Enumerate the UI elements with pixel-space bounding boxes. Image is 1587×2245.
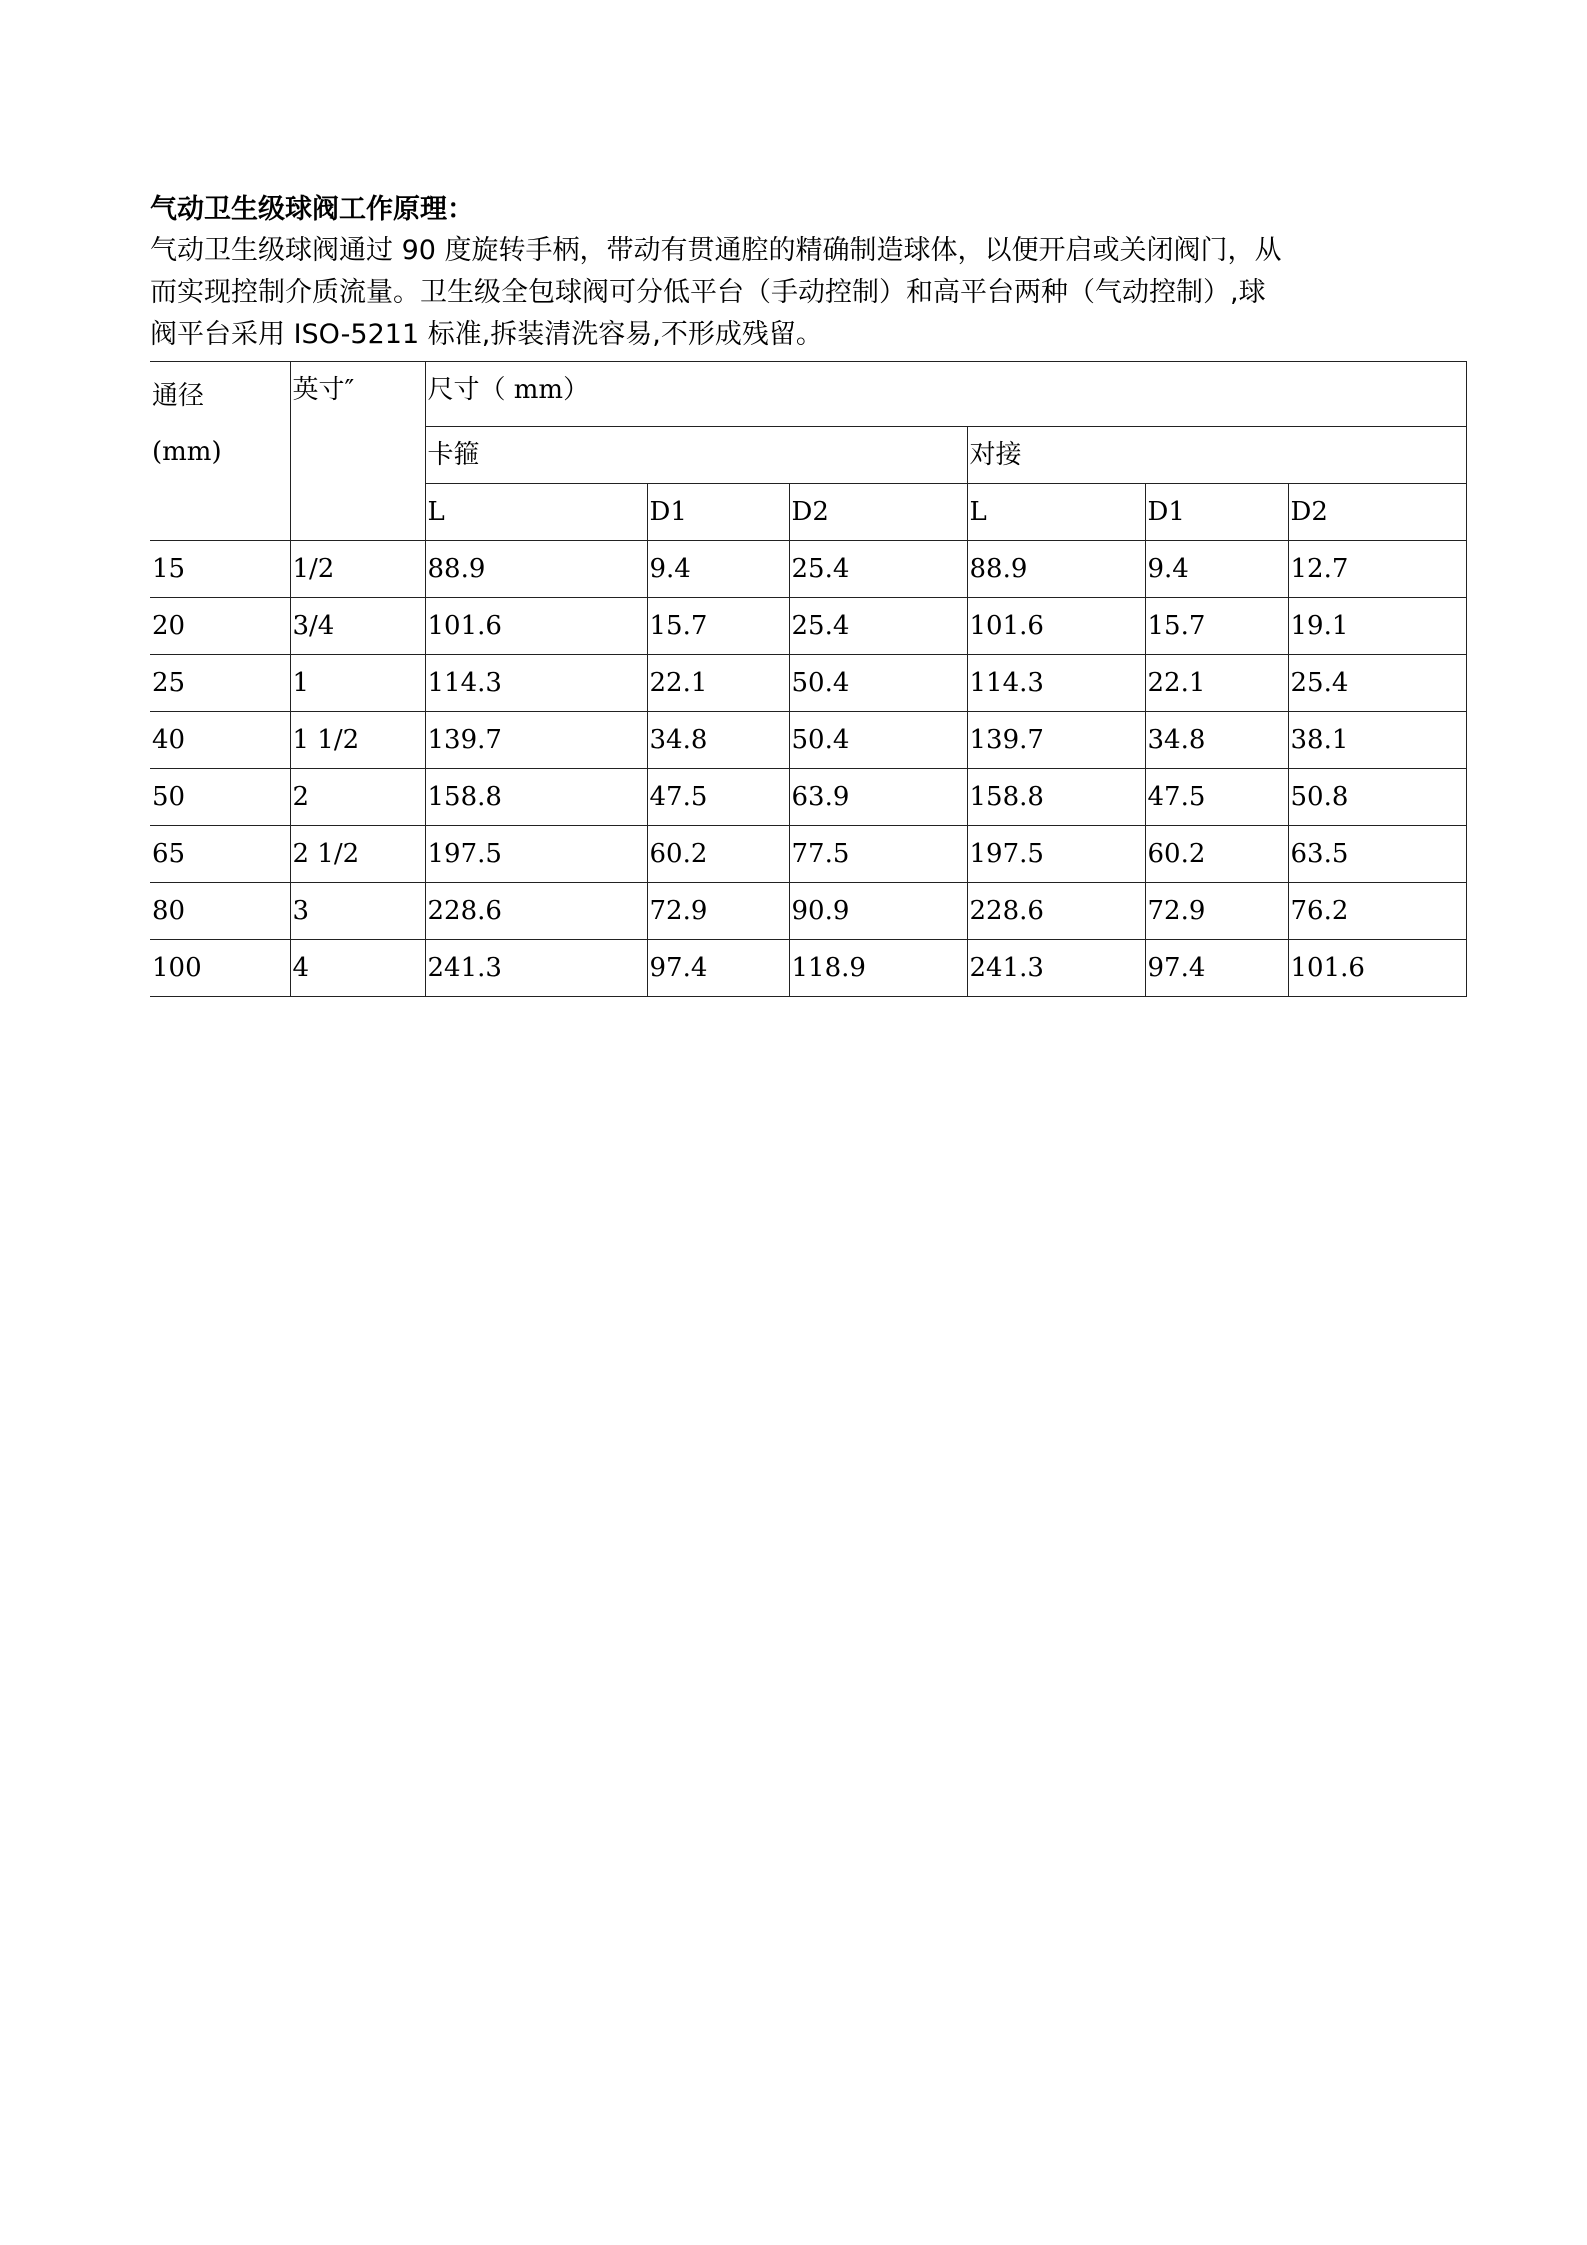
paragraph-line: 气动卫生级球阀通过 90 度旋转手柄，带动有贯通腔的精确制造球体，以便开启或关闭阀门，从 xyxy=(150,235,1282,266)
table-cell: 158.8 xyxy=(967,769,1145,826)
table-cell: 3/4 xyxy=(290,598,425,655)
table-cell: 80 xyxy=(150,883,290,940)
table-cell: 20 xyxy=(150,598,290,655)
table-cell: 47.5 xyxy=(647,769,789,826)
table-cell: 50 xyxy=(150,769,290,826)
table-cell: 9.4 xyxy=(647,541,789,598)
sub-column-header: D2 xyxy=(1288,484,1466,541)
table-cell: 60.2 xyxy=(647,826,789,883)
table-cell: 19.1 xyxy=(1288,598,1466,655)
bore-unit: (mm) xyxy=(152,437,222,467)
table-cell: 114.3 xyxy=(967,655,1145,712)
spec-table xyxy=(150,361,1467,997)
table-cell: 50.4 xyxy=(789,655,967,712)
table-cell: 101.6 xyxy=(425,598,647,655)
table-cell: 34.8 xyxy=(1145,712,1288,769)
table-cell: 228.6 xyxy=(425,883,647,940)
table-cell: 1 xyxy=(290,655,425,712)
table-cell: 63.9 xyxy=(789,769,967,826)
table-cell: 22.1 xyxy=(1145,655,1288,712)
inch-header: 英寸″ xyxy=(290,362,425,541)
table-cell: 2 xyxy=(290,769,425,826)
paragraph-line: 阀平台采用 ISO-5211 标准,拆装清洗容易,不形成残留。 xyxy=(150,319,823,350)
table-row xyxy=(150,598,1466,655)
clamp-header: 卡箍 xyxy=(425,427,967,484)
table-cell: 197.5 xyxy=(967,826,1145,883)
table-cell: 228.6 xyxy=(967,883,1145,940)
paragraph-line: 而实现控制介质流量。卫生级全包球阀可分低平台（手动控制）和高平台两种（气动控制）,球 xyxy=(150,277,1266,308)
table-cell: 12.7 xyxy=(1288,541,1466,598)
table-cell: 4 xyxy=(290,940,425,997)
table-cell: 34.8 xyxy=(647,712,789,769)
table-cell: 47.5 xyxy=(1145,769,1288,826)
table-row xyxy=(150,940,1466,997)
table-cell: 241.3 xyxy=(967,940,1145,997)
butt-header: 对接 xyxy=(967,427,1466,484)
table-cell: 158.8 xyxy=(425,769,647,826)
table-cell: 25 xyxy=(150,655,290,712)
table-cell: 22.1 xyxy=(647,655,789,712)
table-row xyxy=(150,541,1466,598)
table-cell: 88.9 xyxy=(967,541,1145,598)
header-row xyxy=(150,362,1466,427)
table-cell: 1 1/2 xyxy=(290,712,425,769)
table-cell: 76.2 xyxy=(1288,883,1466,940)
table-cell: 241.3 xyxy=(425,940,647,997)
table-row xyxy=(150,655,1466,712)
table-cell: 65 xyxy=(150,826,290,883)
table-cell: 50.8 xyxy=(1288,769,1466,826)
table-cell: 118.9 xyxy=(789,940,967,997)
table-cell: 72.9 xyxy=(647,883,789,940)
intro-paragraph xyxy=(150,230,1470,356)
table-cell: 97.4 xyxy=(647,940,789,997)
table-cell: 15.7 xyxy=(1145,598,1288,655)
table-cell: 15 xyxy=(150,541,290,598)
table-cell: 3 xyxy=(290,883,425,940)
sub-column-header: D2 xyxy=(789,484,967,541)
table-cell: 100 xyxy=(150,940,290,997)
table-cell: 72.9 xyxy=(1145,883,1288,940)
sub-column-header: L xyxy=(425,484,647,541)
bore-header xyxy=(150,362,290,541)
table-cell: 197.5 xyxy=(425,826,647,883)
table-cell: 63.5 xyxy=(1288,826,1466,883)
table-cell: 101.6 xyxy=(967,598,1145,655)
table-cell: 139.7 xyxy=(967,712,1145,769)
table-cell: 9.4 xyxy=(1145,541,1288,598)
table-cell: 2 1/2 xyxy=(290,826,425,883)
table-cell: 88.9 xyxy=(425,541,647,598)
table-row xyxy=(150,883,1466,940)
sub-column-header: D1 xyxy=(647,484,789,541)
table-cell: 90.9 xyxy=(789,883,967,940)
bore-label: 通径 xyxy=(152,381,205,411)
dimension-header: 尺寸（ mm） xyxy=(425,362,1466,427)
table-cell: 25.4 xyxy=(1288,655,1466,712)
table-cell: 101.6 xyxy=(1288,940,1466,997)
table-cell: 38.1 xyxy=(1288,712,1466,769)
table-cell: 139.7 xyxy=(425,712,647,769)
table-cell: 40 xyxy=(150,712,290,769)
table-cell: 15.7 xyxy=(647,598,789,655)
sub-column-header: D1 xyxy=(1145,484,1288,541)
table-cell: 114.3 xyxy=(425,655,647,712)
table-row xyxy=(150,826,1466,883)
table-row xyxy=(150,769,1466,826)
table-cell: 50.4 xyxy=(789,712,967,769)
table-cell: 60.2 xyxy=(1145,826,1288,883)
table-row xyxy=(150,712,1466,769)
table-cell: 25.4 xyxy=(789,541,967,598)
document-title: 气动卫生级球阀工作原理： xyxy=(150,194,474,225)
sub-column-header: L xyxy=(967,484,1145,541)
table-cell: 77.5 xyxy=(789,826,967,883)
table-cell: 25.4 xyxy=(789,598,967,655)
table-cell: 97.4 xyxy=(1145,940,1288,997)
table-cell: 1/2 xyxy=(290,541,425,598)
